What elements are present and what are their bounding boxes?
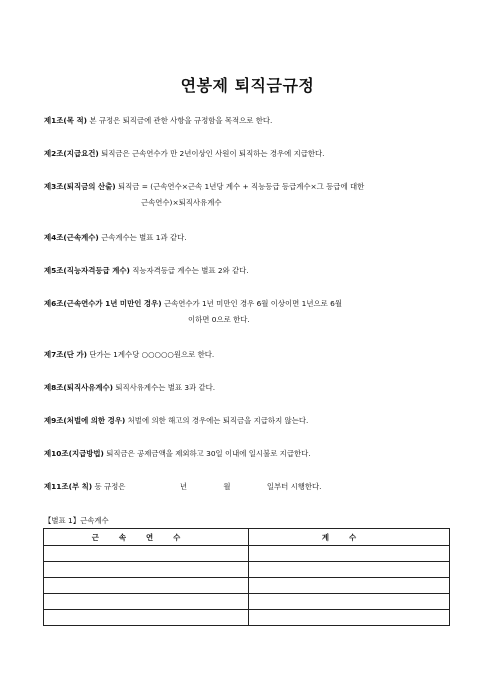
article-3 <box>44 181 364 208</box>
article-label: 제1조(목 적) <box>44 116 88 125</box>
article-text: 퇴직사유계수는 별표 3과 같다. <box>115 383 216 392</box>
article-text: 단가는 1계수당 ○○○○○원으로 한다. <box>89 350 215 359</box>
table-cell[interactable] <box>249 610 450 626</box>
document-title: 연봉제 퇴직금규정 <box>180 76 315 95</box>
article-11 <box>44 481 322 492</box>
article-text-tail: 일부터 시행한다. <box>266 482 322 491</box>
column-header-coefficient: 계수 <box>249 529 450 546</box>
article-7 <box>44 349 214 360</box>
article-5 <box>44 265 249 276</box>
article-1 <box>44 115 272 126</box>
article-text: 퇴직금은 공제금액을 제외하고 30일 이내에 일시불로 지급한다. <box>106 449 311 458</box>
service-coefficient-table <box>43 528 450 626</box>
table-row <box>44 546 450 562</box>
table-cell[interactable] <box>249 546 450 562</box>
article-text: 직능자격등급 계수는 별표 2와 같다. <box>132 266 249 275</box>
article-text: 근속계수는 별표 1과 같다. <box>101 233 187 242</box>
table-cell[interactable] <box>44 578 249 594</box>
table-row <box>44 578 450 594</box>
article-4 <box>44 232 187 243</box>
article-text: 퇴직금은 근속연수가 만 2년이상인 사원이 퇴직하는 경우에 지급한다. <box>101 149 325 158</box>
table-cell[interactable] <box>249 562 450 578</box>
table-cell[interactable] <box>44 610 249 626</box>
column-header-service-years: 근속연수 <box>44 529 249 546</box>
article-text: 동 규정은 <box>94 482 126 491</box>
table-row <box>44 594 450 610</box>
article-2 <box>44 148 325 159</box>
article-label: 제4조(근속계수) <box>44 233 99 242</box>
table-cell[interactable] <box>249 578 450 594</box>
article-label: 제6조(근속연수가 1년 미만인 경우) <box>44 299 162 308</box>
table-caption: 【별표 1】근속계수 <box>44 516 109 525</box>
article-text-continued: 이하면 0으로 한다. <box>188 315 250 324</box>
table-cell[interactable] <box>44 594 249 610</box>
article-label: 제5조(직능자격등급 계수) <box>44 266 130 275</box>
month-field: 월 <box>223 482 231 491</box>
article-6 <box>44 298 342 325</box>
article-label: 제8조(퇴직사유계수) <box>44 383 114 392</box>
article-9 <box>44 415 308 426</box>
table-row <box>44 610 450 626</box>
table-cell[interactable] <box>249 594 450 610</box>
article-8 <box>44 382 215 393</box>
article-label: 제3조(퇴직금의 산출) <box>44 182 116 191</box>
article-text: 본 규정은 퇴직금에 관한 사항을 규정함을 목적으로 한다. <box>89 116 273 125</box>
article-label: 제2조(지급요건) <box>44 149 99 158</box>
article-text: 퇴직금 = (근속연수×근속 1년당 계수 + 직능등급 등급계수×그 등급에 대한 <box>117 182 365 191</box>
table-cell[interactable] <box>44 562 249 578</box>
article-text: 근속연수가 1년 미만인 경우 6월 이상이면 1년으로 6월 <box>163 299 342 308</box>
article-10 <box>44 448 311 459</box>
article-label: 제10조(지급방법) <box>44 449 104 458</box>
article-text: 처벌에 의한 해고의 경우에는 퇴직금을 지급하지 않는다. <box>127 416 309 425</box>
article-text-continued: 근속연수)×퇴직사유계수 <box>141 198 222 207</box>
table-cell[interactable] <box>44 546 249 562</box>
article-label: 제11조(부 칙) <box>44 482 93 491</box>
year-field: 년 <box>179 482 187 491</box>
table-header-row <box>44 529 450 546</box>
table-row <box>44 562 450 578</box>
article-label: 제9조(처벌에 의한 경우) <box>44 416 126 425</box>
article-label: 제7조(단 가) <box>44 350 88 359</box>
